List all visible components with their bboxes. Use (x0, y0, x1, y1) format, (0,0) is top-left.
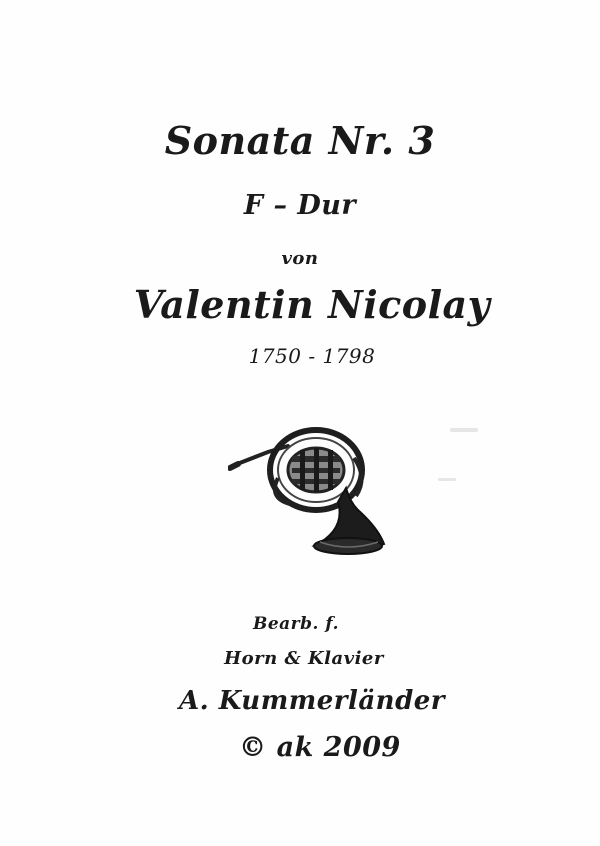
instrumentation-text: Horn & Klavier (224, 648, 384, 669)
arranged-for-label: Bearb. f. (252, 614, 339, 634)
copyright-notice: © ak 2009 (239, 732, 401, 763)
key-signature-text: F – Dur (243, 190, 357, 221)
composer-dates: 1750 - 1798 (248, 344, 376, 368)
arranger-name: A. Kummerländer (178, 686, 445, 716)
by-label: von (281, 248, 319, 269)
french-horn-icon (228, 418, 388, 560)
composer-name: Valentin Nicolay (133, 282, 491, 327)
scan-speck (450, 428, 478, 432)
sonata-title: Sonata Nr. 3 (164, 118, 436, 163)
scan-speck (438, 478, 456, 481)
